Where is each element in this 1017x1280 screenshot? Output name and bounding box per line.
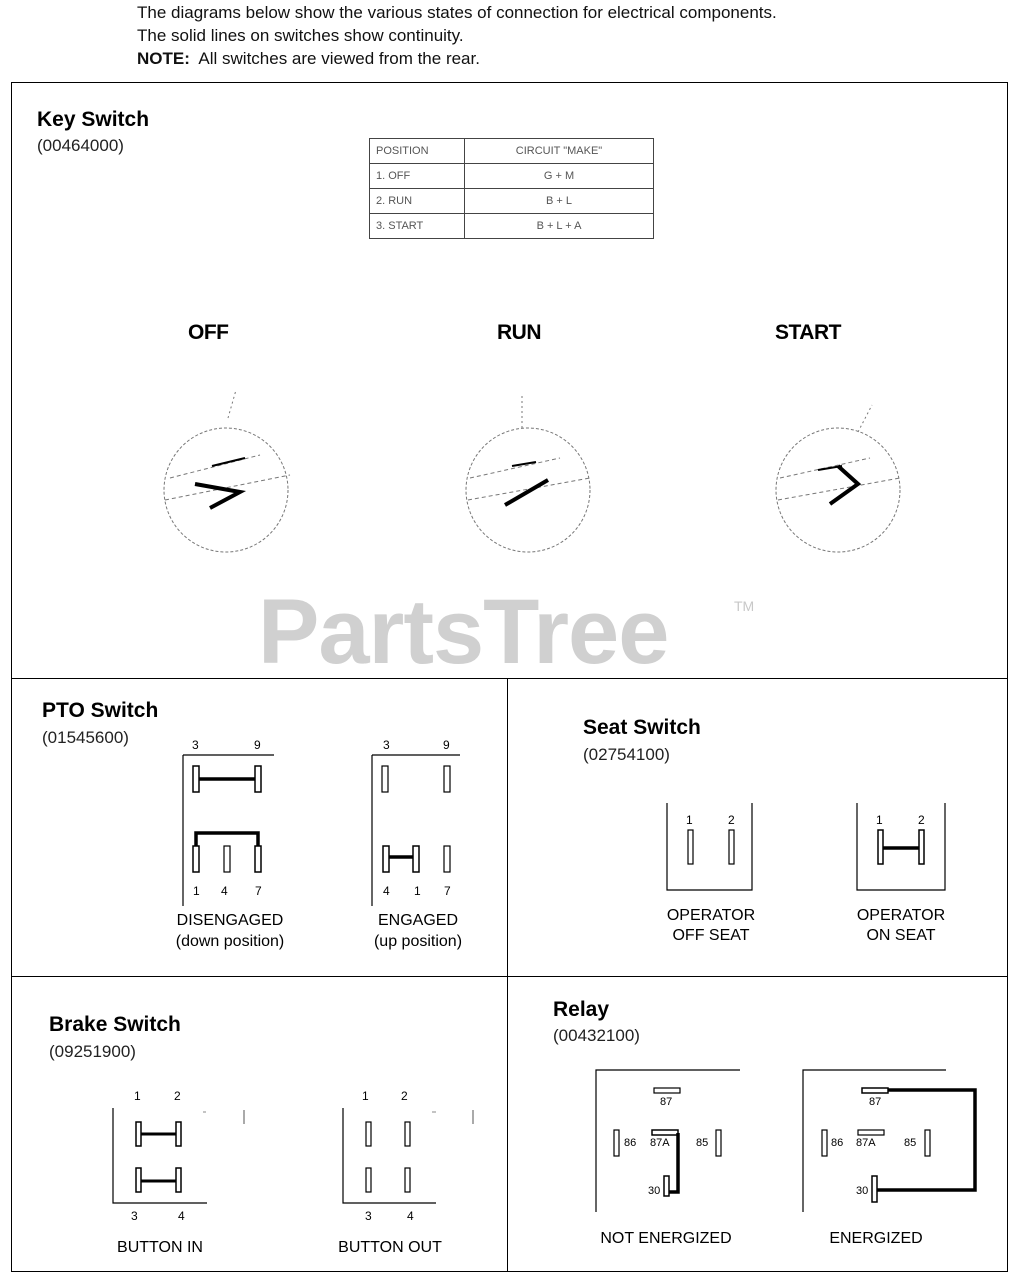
relay-energized-label: ENERGIZED	[829, 1230, 923, 1247]
continuity-line	[196, 833, 258, 846]
brake-in-term-3: 3	[131, 1209, 138, 1223]
brake-out-term-2: 2	[401, 1089, 408, 1103]
seat-switch-part: (02754100)	[583, 745, 670, 764]
key-dial-off	[164, 390, 290, 552]
relay-e-term-30: 30	[856, 1185, 869, 1197]
pto-dis-term-1: 1	[193, 884, 200, 898]
brake-button-out-label: BUTTON OUT	[338, 1239, 442, 1256]
intro-line-2: The solid lines on switches show continuity.	[137, 26, 464, 45]
table-cell-position: 1. OFF	[370, 164, 465, 189]
key-switch-part: (00464000)	[37, 136, 124, 155]
brake-out-term-4: 4	[407, 1209, 414, 1223]
pto-eng-term-9: 9	[443, 738, 450, 752]
relay-e-term-86: 86	[831, 1137, 844, 1149]
relay-e-term-87a: 87A	[856, 1137, 876, 1149]
seat-on-diagram	[857, 803, 945, 890]
pto-eng-term-3: 3	[383, 738, 390, 752]
pto-eng-term-4: 4	[383, 884, 390, 898]
brake-in-term-2: 2	[174, 1089, 181, 1103]
relay-ne-term-30: 30	[648, 1185, 661, 1197]
key-dial-run	[466, 395, 590, 552]
pto-switch-part: (01545600)	[42, 728, 129, 747]
relay-not-energized-label: NOT ENERGIZED	[600, 1230, 732, 1247]
key-state-off: OFF	[188, 321, 229, 344]
brake-in-term-4: 4	[178, 1209, 185, 1223]
pto-engaged-label: ENGAGED	[377, 912, 458, 929]
intro-line-1: The diagrams below show the various states of connection for electrical components.	[137, 3, 777, 22]
seat-off-label-2: OFF SEAT	[672, 927, 750, 944]
pto-dis-term-7: 7	[255, 884, 262, 898]
pto-eng-term-1: 1	[414, 884, 421, 898]
continuity-line	[877, 1090, 975, 1190]
table-cell-position: 3. START	[370, 214, 465, 239]
seat-on-label-1: OPERATOR	[856, 907, 946, 924]
table-header-circuit: CIRCUIT "MAKE"	[465, 139, 654, 164]
seat-off-term-1: 1	[686, 813, 693, 827]
pto-disengaged-label: DISENGAGED	[176, 912, 284, 929]
pto-switch-title: PTO Switch	[42, 699, 159, 722]
relay-ne-term-85: 85	[696, 1137, 709, 1149]
pto-dis-term-4: 4	[221, 884, 228, 898]
relay-ne-term-87a: 87A	[650, 1137, 670, 1149]
brake-switch-part: (09251900)	[49, 1042, 136, 1061]
dial-ring	[776, 428, 900, 552]
pto-engaged-diagram	[372, 755, 460, 906]
table-cell-circuit: G + M	[465, 164, 654, 189]
pto-disengaged-diagram	[183, 755, 274, 906]
relay-not-energized-diagram	[596, 1070, 740, 1212]
brake-in-diagram	[113, 1108, 244, 1203]
table-header-position: POSITION	[370, 139, 465, 164]
seat-off-term-2: 2	[728, 813, 735, 827]
table-cell-circuit: B + L + A	[465, 214, 654, 239]
watermark-tm: TM	[734, 598, 755, 614]
key-state-start: START	[775, 321, 841, 344]
table-cell-circuit: B + L	[465, 189, 654, 214]
pto-disengaged-sub: (down position)	[175, 933, 285, 950]
seat-on-label-2: ON SEAT	[866, 927, 936, 944]
seat-on-term-1: 1	[876, 813, 883, 827]
continuity-line	[669, 1133, 678, 1192]
relay-energized-diagram	[803, 1070, 975, 1212]
brake-in-term-1: 1	[134, 1089, 141, 1103]
dial-contact	[830, 466, 858, 504]
pto-engaged-sub: (up position)	[373, 933, 463, 950]
relay-part: (00432100)	[553, 1026, 640, 1045]
pto-eng-term-7: 7	[444, 884, 451, 898]
key-switch-title: Key Switch	[37, 108, 150, 131]
seat-off-diagram	[667, 803, 752, 890]
key-state-run: RUN	[497, 321, 541, 344]
key-dial-start	[776, 405, 900, 552]
seat-off-label-1: OPERATOR	[666, 907, 756, 924]
brake-switch-title: Brake Switch	[49, 1013, 181, 1036]
seat-on-term-2: 2	[918, 813, 925, 827]
note-label: NOTE:	[137, 49, 190, 68]
seat-switch-title: Seat Switch	[583, 716, 701, 739]
relay-e-term-85: 85	[904, 1137, 917, 1149]
table-cell-position: 2. RUN	[370, 189, 465, 214]
watermark: PartsTree	[258, 581, 669, 683]
note-text: All switches are viewed from the rear.	[198, 49, 480, 68]
relay-title: Relay	[553, 998, 610, 1021]
relay-ne-term-86: 86	[624, 1137, 637, 1149]
brake-out-term-1: 1	[362, 1089, 369, 1103]
pto-dis-term-3: 3	[192, 738, 199, 752]
relay-ne-term-87: 87	[660, 1096, 673, 1108]
dial-contact	[195, 484, 240, 508]
relay-e-term-87: 87	[869, 1096, 882, 1108]
brake-out-diagram	[343, 1108, 473, 1203]
pto-dis-term-9: 9	[254, 738, 261, 752]
brake-button-in-label: BUTTON IN	[117, 1239, 203, 1256]
brake-out-term-3: 3	[365, 1209, 372, 1223]
